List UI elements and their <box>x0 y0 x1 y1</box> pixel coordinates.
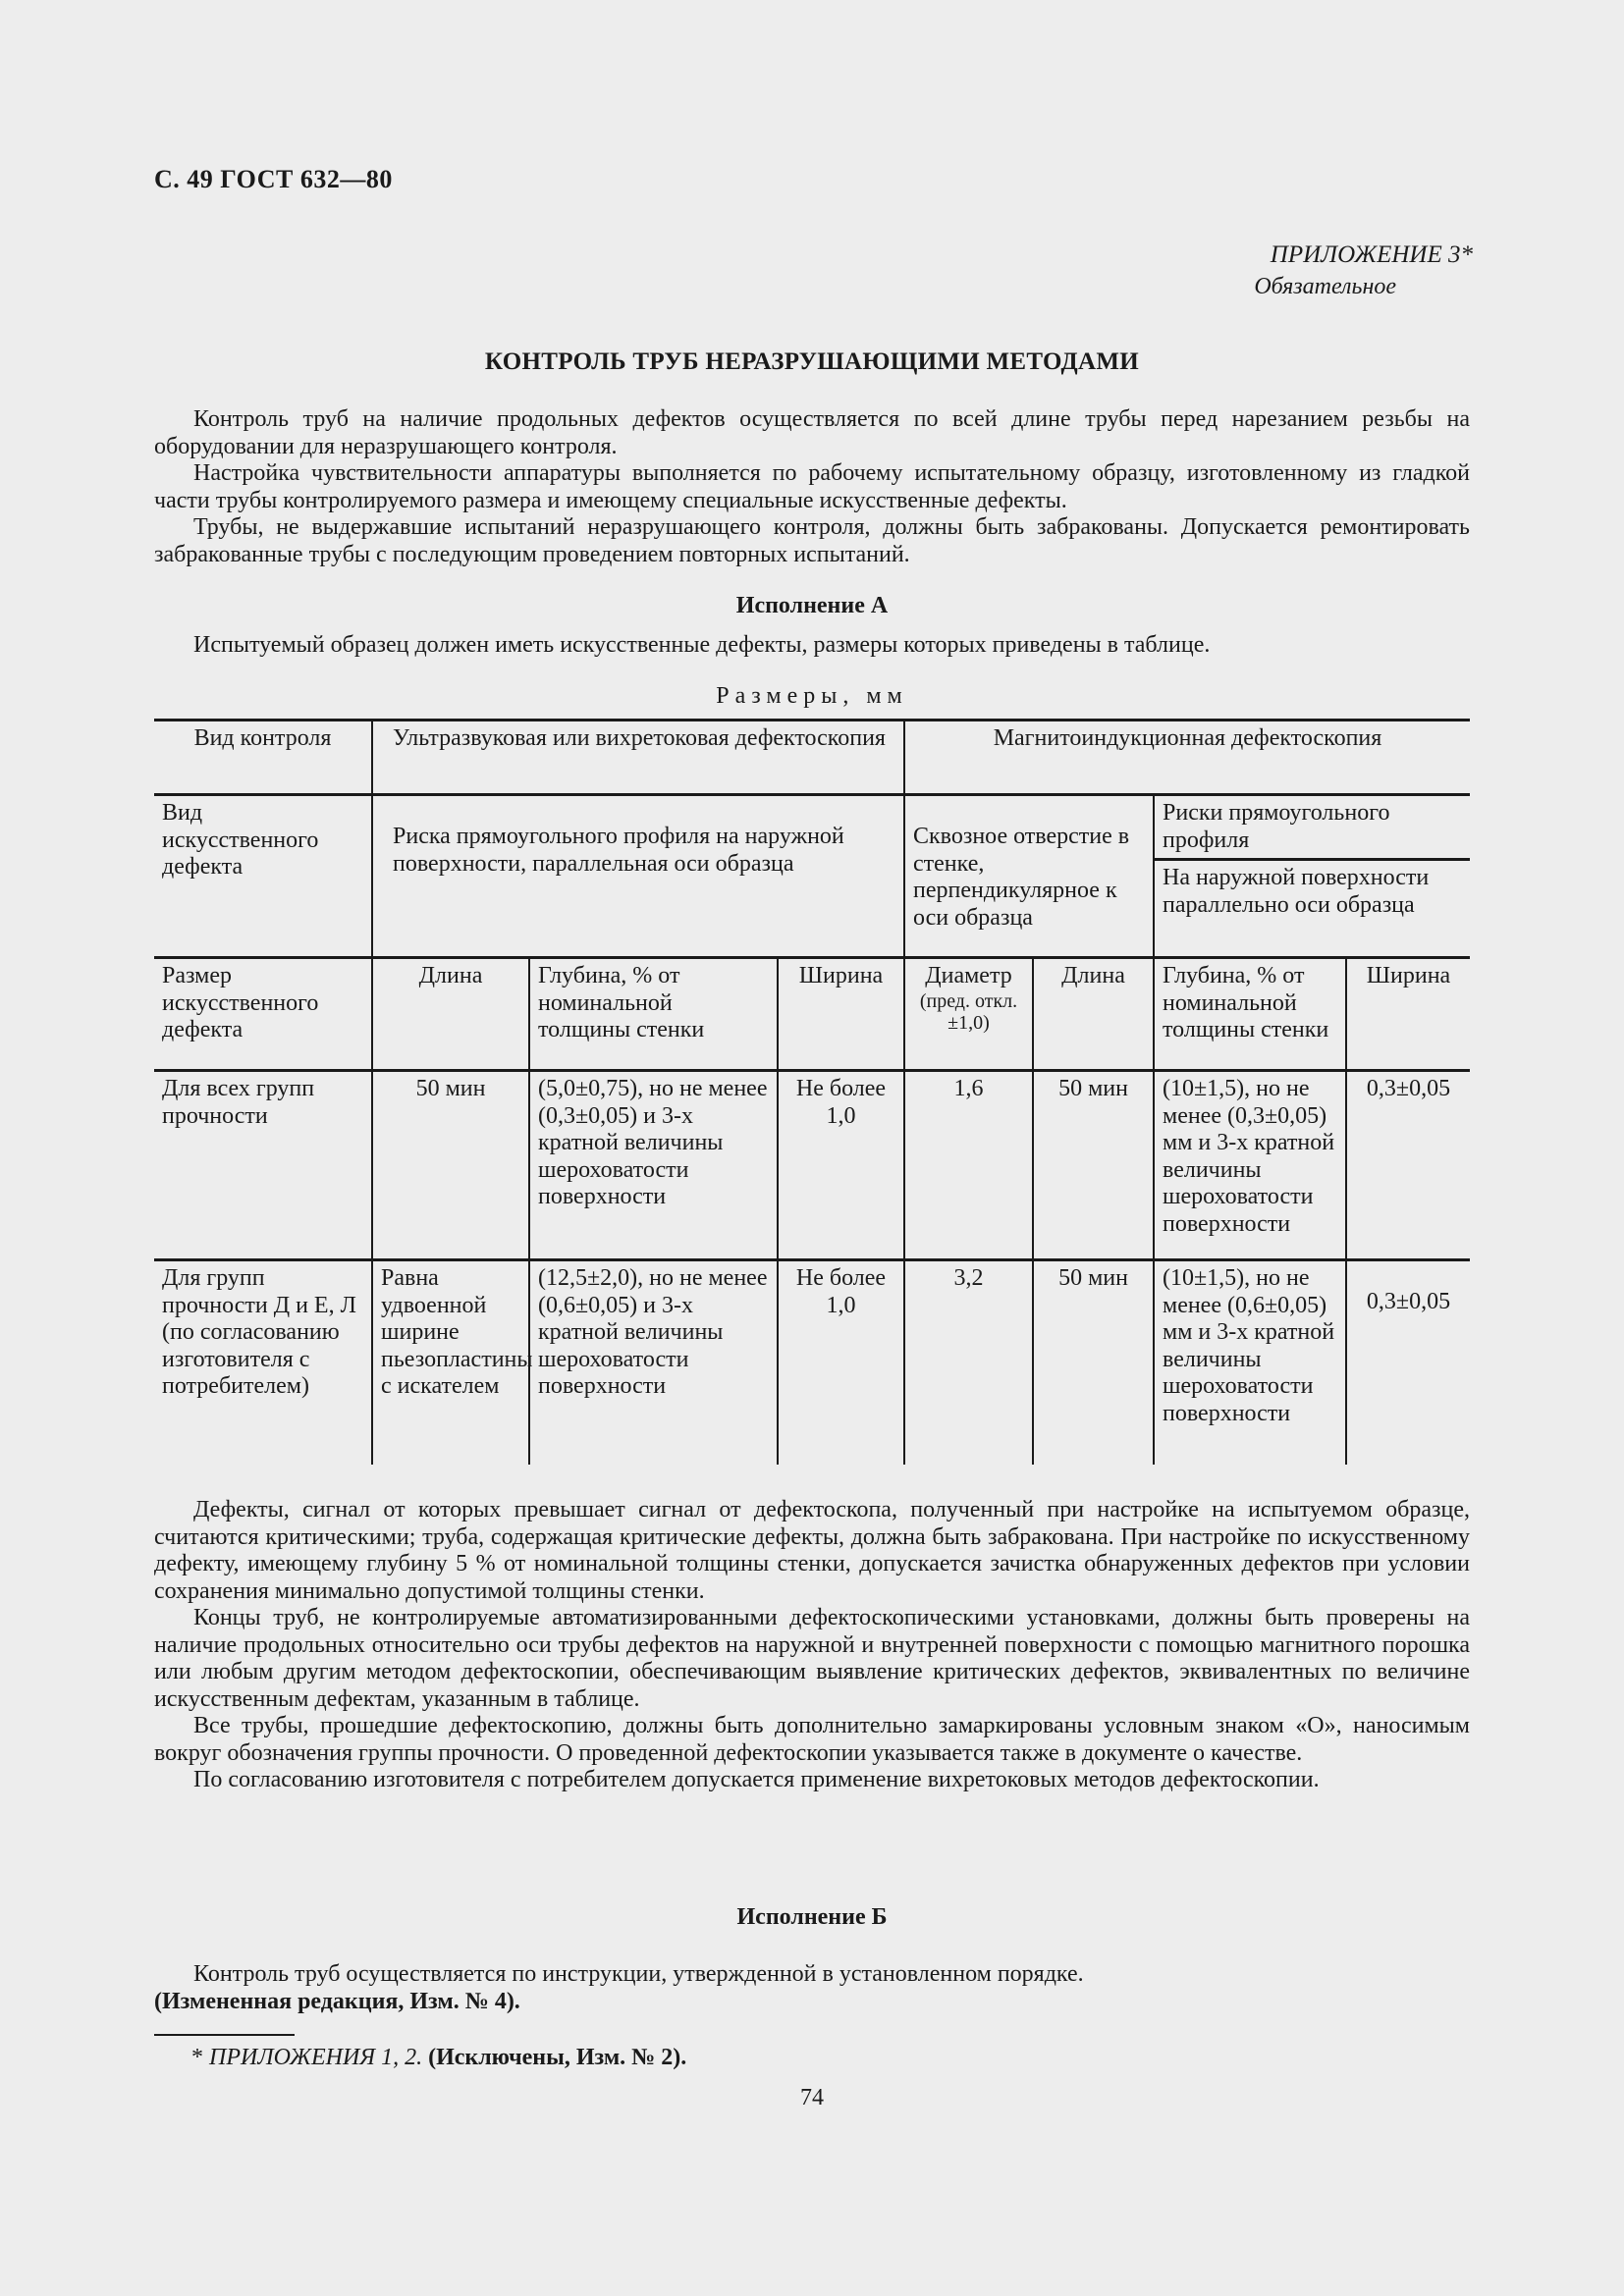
header-defect-type: Вид искусственного дефекта <box>154 795 372 958</box>
table-cell: (12,5±2,0), но не менее (0,6±0,05) и 3-х кратной величины шероховатости поверхности <box>529 1260 778 1465</box>
paragraph: Настройка чувствительности аппаратуры выполняется по рабочему испытательному образцу, изготовленному из гладкой части трубы контролируемого размера и имеющему специальные искусственные дефекты. <box>154 460 1470 513</box>
header-through-hole: Сквозное отверстие в стенке, перпендикулярное к оси образца <box>904 795 1154 958</box>
footnote-bold: (Исключены, Изм. № 2). <box>428 2045 687 2070</box>
header-ultrasonic: Ультразвуковая или вихретоковая дефектоскопия <box>372 721 904 795</box>
table-cell: 3,2 <box>904 1260 1033 1465</box>
footnote <box>191 2045 686 2071</box>
table-cell: 1,6 <box>904 1071 1033 1260</box>
document-title: КОНТРОЛЬ ТРУБ НЕРАЗРУШАЮЩИМИ МЕТОДАМИ <box>484 348 1140 375</box>
paragraph: Концы труб, не контролируемые автоматизированными дефектоскопическими установками, должны быть проверены на наличие продольных относительно оси трубы дефектов на наружной и внутренней поверхности с помощью магнитного порошка или любым другим методом дефектоскопии, обеспечивающим выявление критических дефектов, эквивалентных по величине искусственным дефектам, указанным в таблице. <box>154 1605 1470 1712</box>
header-outer-surface: На наружной поверхности параллельно оси образца <box>1154 860 1470 958</box>
footnote-divider <box>154 2034 295 2036</box>
table-cell: Не более 1,0 <box>778 1071 904 1260</box>
appendix-status: Обязательное <box>1254 274 1396 299</box>
header-width: Ширина <box>1346 958 1470 1071</box>
footnote-italic: ПРИЛОЖЕНИЯ 1, 2. <box>209 2045 423 2070</box>
header-magnetic: Магнитоиндукционная дефектоскопия <box>904 721 1470 795</box>
paragraph: Испытуемый образец должен иметь искусственные дефекты, размеры которых приведены в таблице. <box>193 632 1211 658</box>
header-rectangular-notch: Риска прямоугольного профиля на наружной поверхности, параллельная оси образца <box>372 795 904 958</box>
header-rectangular-notches: Риски прямоугольного профиля <box>1154 795 1470 860</box>
section-b-heading: Исполнение Б <box>736 1904 888 1930</box>
paragraph: Трубы, не выдержавшие испытаний неразрушающего контроля, должны быть забракованы. Допускается ремонтировать забракованные трубы с последующим проведением повторных испытаний. <box>154 514 1470 567</box>
diameter-tolerance: (пред. откл. ±1,0) <box>919 989 1018 1034</box>
table-row <box>154 1071 1470 1260</box>
header-width: Ширина <box>778 958 904 1071</box>
intro-paragraphs <box>154 406 1470 568</box>
page-number: 74 <box>800 2085 824 2110</box>
after-table-paragraphs <box>154 1497 1470 1794</box>
header-depth: Глубина, % от номинальной толщины стенки <box>1154 958 1346 1071</box>
table-cell: 0,3±0,05 <box>1346 1071 1470 1260</box>
appendix-label <box>1254 240 1473 302</box>
table-cell: Равна удвоенной ширине пьезопластины с искателем <box>372 1260 529 1465</box>
table-cell: Не более 1,0 <box>778 1260 904 1465</box>
header-depth: Глубина, % от номинальной толщины стенки <box>529 958 778 1071</box>
header-length: Длина <box>372 958 529 1071</box>
table-cell: 50 мин <box>372 1071 529 1260</box>
paragraph: По согласованию изготовителя с потребителем допускается применение вихретоковых методов дефектоскопии. <box>193 1767 1320 1792</box>
table-cell: 0,3±0,05 <box>1346 1260 1470 1465</box>
revision-note: (Измененная редакция, Изм. № 4). <box>154 1988 520 2014</box>
header-diameter <box>904 958 1033 1071</box>
footnote-star: * <box>191 2045 203 2070</box>
header-control-type: Вид контроля <box>154 721 372 795</box>
table-cell: (10±1,5), но не менее (0,3±0,05) мм и 3-х кратной величины шероховатости поверхности <box>1154 1071 1346 1260</box>
units-label: Размеры, мм <box>716 683 908 709</box>
page-header: С. 49 ГОСТ 632—80 <box>154 165 393 193</box>
table-cell: (5,0±0,75), но не менее (0,3±0,05) и 3-х кратной величины шероховатости поверхности <box>529 1071 778 1260</box>
diameter-label: Диаметр <box>925 963 1012 988</box>
table-cell: Для всех групп прочности <box>154 1071 372 1260</box>
section-a-heading: Исполнение А <box>735 593 889 618</box>
appendix-title: ПРИЛОЖЕНИЕ 3* <box>1270 241 1473 268</box>
section-a-text <box>154 632 1470 660</box>
header-defect-size: Размер искусственного дефекта <box>154 958 372 1071</box>
paragraph: Все трубы, прошедшие дефектоскопию, должны быть дополнительно замаркированы условным знаком «О», наносимым вокруг обозначения группы прочности. О проведенной дефектоскопии указывается также в документе о качестве. <box>154 1713 1470 1766</box>
paragraph: Контроль труб осуществляется по инструкции, утвержденной в установленном порядке. <box>193 1961 1084 1987</box>
section-b-text <box>154 1961 1470 2015</box>
table-cell: 50 мин <box>1033 1071 1154 1260</box>
defect-dimensions-table <box>154 719 1470 1465</box>
table-cell: Для групп прочности Д и Е, Л (по согласованию изготовителя с потребителем) <box>154 1260 372 1465</box>
table-cell: 50 мин <box>1033 1260 1154 1465</box>
table-row <box>154 1260 1470 1465</box>
paragraph: Контроль труб на наличие продольных дефектов осуществляется по всей длине трубы перед нарезанием резьбы на оборудовании для неразрушающего контроля. <box>154 406 1470 459</box>
table-cell: (10±1,5), но не менее (0,6±0,05) мм и 3-х кратной величины шероховатости поверхности <box>1154 1260 1346 1465</box>
header-length: Длина <box>1033 958 1154 1071</box>
paragraph: Дефекты, сигнал от которых превышает сигнал от дефектоскопа, полученный при настройке на испытуемом образце, считаются критическими; труба, содержащая критические дефекты, должна быть забракована. При настройке по искусственному дефекту, имеющему глубину 5 % от номинальной толщины стенки, допускается зачистка обнаруженных дефектов при условии сохранения минимально допустимой толщины стенки. <box>154 1497 1470 1604</box>
